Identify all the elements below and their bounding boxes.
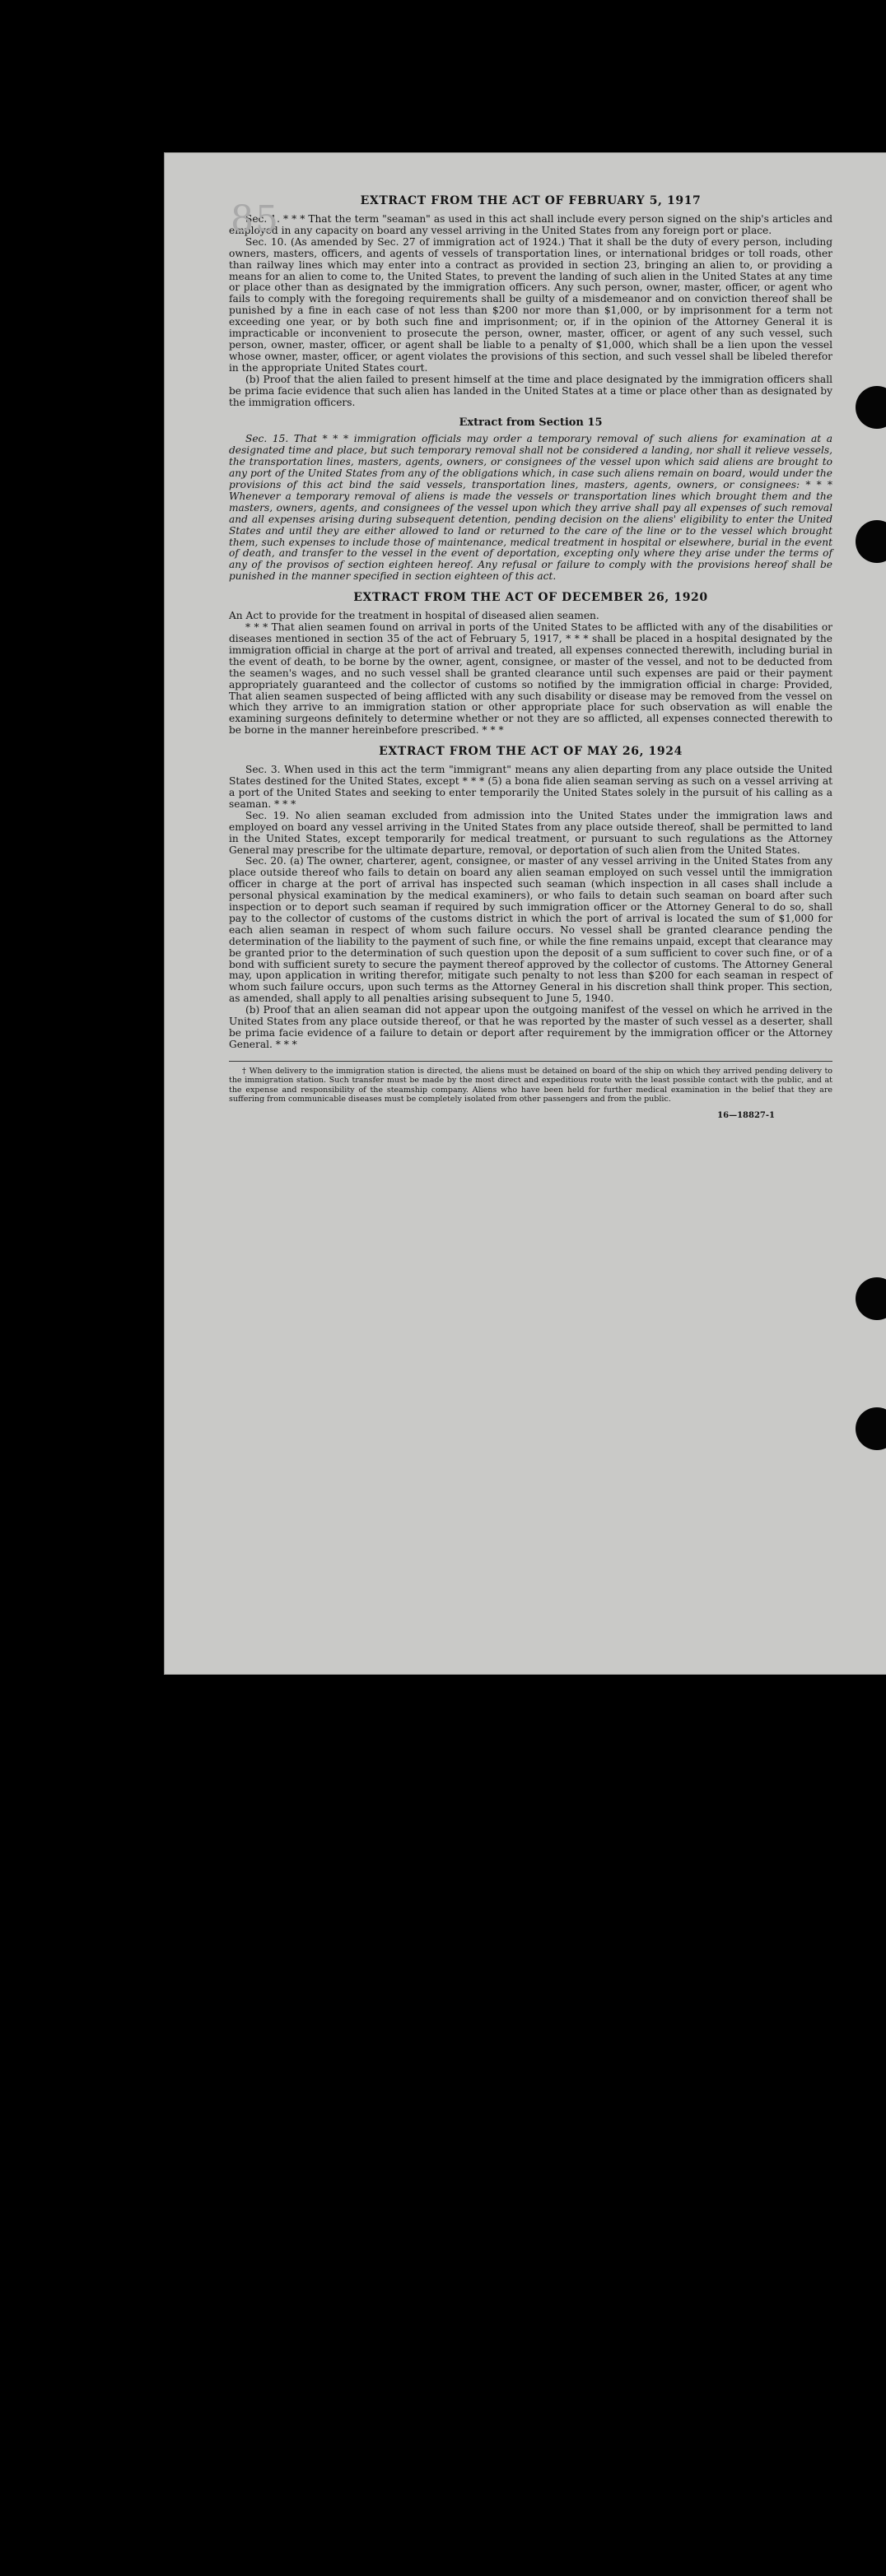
section-title-1917: EXTRACT FROM THE ACT OF FEBRUARY 5, 1917	[360, 194, 702, 207]
punch-hole	[856, 386, 886, 429]
section-title-1920: EXTRACT FROM THE ACT OF DECEMBER 26, 1920	[353, 591, 708, 605]
paragraph-1924-sec3: Sec. 3. When used in this act the term "immigrant" means any alien departing from any place outside the United States destined for the United States, except * * * (5) a bona fide alien seaman serving as such on a vessel arriving at a port of the United States and seeking to enter temporarily the United States solely in the pursuit of his calling as a seaman. * * *	[229, 764, 832, 810]
section-title-1924: EXTRACT FROM THE ACT OF MAY 26, 1924	[379, 745, 683, 759]
paragraph-1924-sec20b: (b) Proof that an alien seaman did not appear upon the outgoing manifest of the vessel on which he arrived in the United States from any place outside thereof, or that he was reported by the master of such vessel as a deserter, shall be prima facie evidence of a failure to detain or deport after requirement by the immigration officer or the Attorney General. * * *	[229, 1004, 832, 1050]
footnote: † When delivery to the immigration station is directed, the aliens must be detained on board of the ship on which they arrived pending delivery to the immigration station. Such transfer must be made by the most direct and expeditious route with the least possible contact with the public, and at the expense and responsibility of the steamship company. Aliens who have been held for further medical examination in the belief that they are suffering from communicable diseases must be completely isolated from other passengers and from the public.	[229, 1061, 832, 1104]
punch-hole	[856, 1407, 886, 1450]
punch-hole	[856, 1277, 886, 1320]
form-number: 16—18827-1	[717, 1110, 775, 1120]
paragraph-1924-sec20a: Sec. 20. (a) The owner, charterer, agent, consignee, or master of any vessel arriving in the United States from any place outside thereof who fails to detain on board any alien seaman employed on such vessel until the immigration officer in charge at the port of arrival has inspected such seaman (which inspection in all cases shall include a personal physical examination by the medical examiners), or who fails to detain such seaman on board after such inspection or to deport such seaman if required by such immigration officer or the Attorney General to do so, shall pay to the collector of customs of the customs district in which the port of arrival is located the sum of $1,000 for each alien seaman in respect of whom such failure occurs. No vessel shall be granted clearance pending the determination of the liability to the payment of such fine, or while the fine remains unpaid, except that clearance may be granted prior to the determination of such question upon the deposit of a sum sufficient to cover such fine, or of a bond with sufficient surety to secure the payment thereof approved by the collector of customs. The Attorney General may, upon application in writing therefor, mitigate such penalty to not less than $200 for each seaman in respect of whom such failure occurs, upon such terms as the Attorney General in his discretion shall think proper. This section, as amended, shall apply to all penalties arising subsequent to June 5, 1940.	[229, 855, 832, 1005]
paragraph-1920-intro: An Act to provide for the treatment in hospital of diseased alien seamen.	[229, 610, 599, 622]
paragraph-1924-sec19: Sec. 19. No alien seaman excluded from admission into the United States under the immigration laws and employed on board any vessel arriving in the United States from any place outside thereof, shall be permitted to land in the United States, except temporarily for medical treatment, or pursuant to such regulations as the Attorney General may prescribe for the ultimate departure, removal, or deportation of such alien from the United States.	[229, 809, 832, 856]
punch-hole	[856, 520, 886, 563]
paragraph-1920-body: * * * That alien seamen found on arrival in ports of the United States to be afflicted with any of the disabilities or diseases mentioned in section 35 of the act of February 5, 1917, * * * shall be placed in a hospital designated by the immigration official in charge at the port of arrival and treated, all expenses connected therewith, including burial in the event of death, to be borne by the owner, agent, consignee, or master of the vessel, and not to be deducted from the seamen's wages, and no such vessel shall be granted clearance until such expenses are paid or their payment appropriately guaranteed and the collector of customs so notified by the immigration official in charge: Provided, That alien seamen suspected of being afflicted with any such disability or disease may be removed from the vessel on which they arrive to an immigration station or other appropriate place for such observation as will enable the examining surgeons definitely to determine whether or not they are so afflicted, all expenses connected therewith to be borne in the manner hereinbefore prescribed. * * *	[229, 621, 832, 737]
page-stamp: 85	[231, 198, 280, 240]
paragraph-sec10: Sec. 10. (As amended by Sec. 27 of immigration act of 1924.) That it shall be the duty of every person, including owners, masters, officers, and agents of vessels of transportation lines, or international bridges or toll roads, other than railway lines which may enter into a contract as provided in section 23, bringing an alien to, or providing a means for an alien to come to, the United States, to prevent the landing of such alien in the United States at any time or place other than as designated by the immigration officers. Any such person, owner, master, officer, or agent who fails to comply with the foregoing requirements shall be guilty of a misdemeanor and on conviction thereof shall be punished by a fine in each case of not less than $200 nor more than $1,000, or by imprisonment for a term not exceeding one year, or by both such fine and imprisonment; or, if in the opinion of the Attorney General it is impracticable or inconvenient to prosecute the person, owner, master, officer, or agent of any such vessel, such person, owner, master, officer, or agent shall be liable to a penalty of $1,000, which shall be a lien upon the vessel whose owner, master, officer, or agent violates the provisions of this section, and such vessel shall be libeled therefor in the appropriate United States court.	[229, 235, 832, 374]
paragraph-sec1: Sec. 1. * * * That the term "seaman" as used in this act shall include every person signed on the ship's articles and employed in any capacity on board any vessel arriving in the United States from any foreign port or place.	[229, 213, 832, 236]
document-page	[164, 152, 886, 1675]
paragraph-sec15: Sec. 15. That * * * immigration officials may order a temporary removal of such aliens for examination at a designated time and place, but such temporary removal shall not be considered a landing, nor shall it relieve vessels, the transportation lines, masters, agents, owners, or consignees of the vessel upon which said aliens are brought to any port of the United States from any of the obligations which, in case such aliens remain on board, would under the provisions of this act bind the said vessels, transportation lines, masters, agents, owners, or consignees: * * * Whenever a temporary removal of aliens is made the vessels or transportation lines which brought them and the masters, owners, agents, and consignees of the vessel upon which they arrive shall pay all expenses of such removal and all expenses arising during subsequent detention, pending decision on the aliens' eligibility to enter the United States and until they are either allowed to land or returned to the care of the line or to the vessel which brought them, such expenses to include those of maintenance, medical treatment in hospital or elsewhere, burial in the event of death, and transfer to the vessel in the event of deportation, excepting only where they arise under the terms of any of the provisos of section eighteen hereof. Any refusal or failure to comply with the provisions hereof shall be punished in the manner specified in section eighteen of this act.	[229, 433, 832, 583]
section-title-sec15: Extract from Section 15	[459, 416, 603, 430]
paragraph-sec10-b: (b) Proof that the alien failed to present himself at the time and place designated by the immigration officers shall be prima facie evidence that such alien has landed in the United States at a time or place other than as designated by the immigration officers.	[229, 373, 832, 408]
